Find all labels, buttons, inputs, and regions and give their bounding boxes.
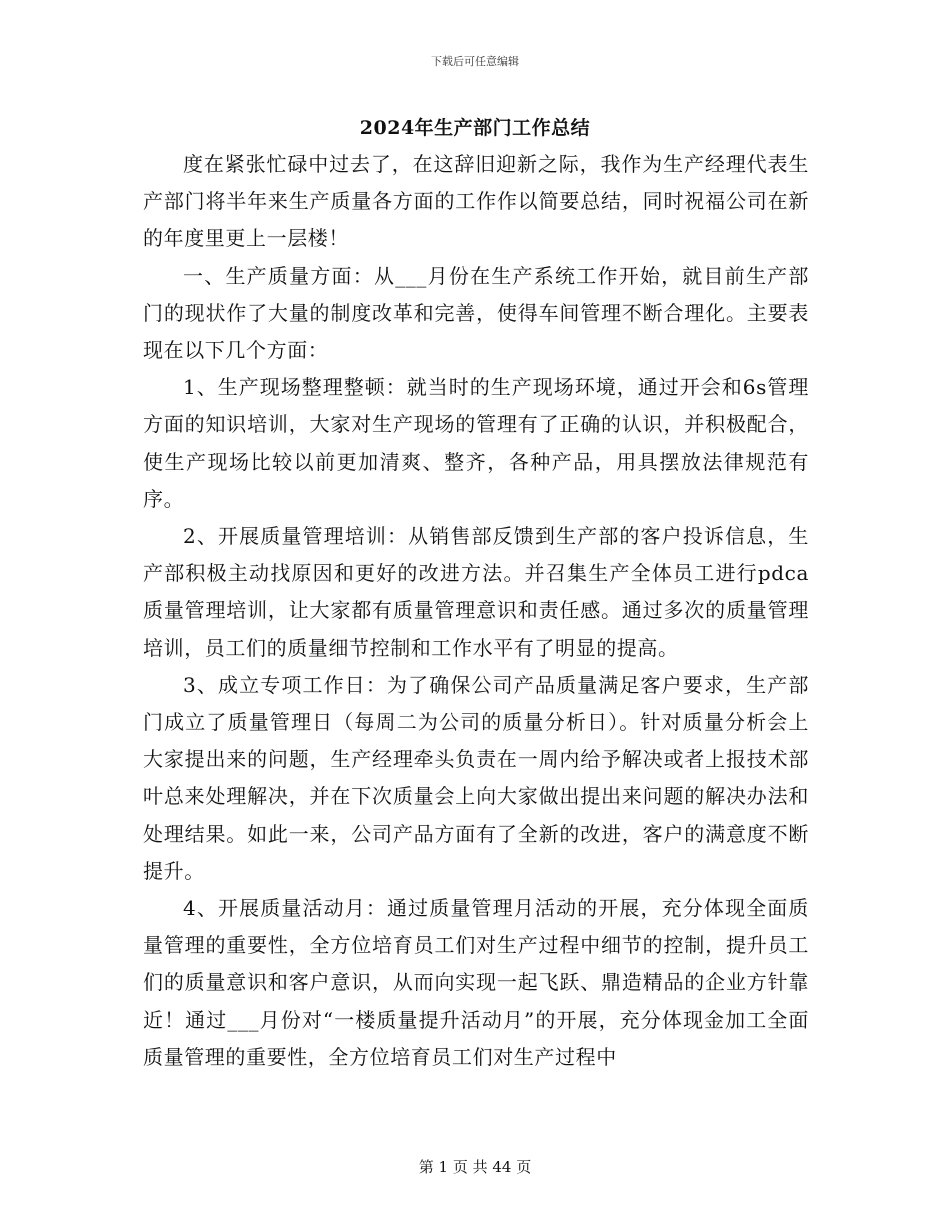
paragraph-item-1: 1、生产现场整理整顿：就当时的生产现场环境，通过开会和6s管理方面的知识培训，大家对生产现场的管理有了正确的认识，并积极配合，使生产现场比较以前更加清爽、整齐，各种产品，用具摆放法律规范有序。 [143,375,809,511]
paragraph-item-2: 2、开展质量管理培训：从销售部反馈到生产部的客户投诉信息，生产部积极主动找原因和更好的改进方法。并召集生产全体员工进行pdca质量管理培训，让大家都有质量管理意识和责任感。通过多次的质量管理培训，员工们的质量细节控制和工作水平有了明显的提高。 [143,524,809,660]
paragraph-intro: 度在紧张忙碌中过去了，在这辞旧迎新之际，我作为生产经理代表生产部门将半年来生产质量各方面的工作作以简要总结，同时祝福公司在新的年度里更上一层楼！ [143,152,809,251]
paragraph-item-4: 4、开展质量活动月：通过质量管理月活动的开展，充分体现全面质量管理的重要性，全方位培育员工们对生产过程中细节的控制，提升员工们的质量意识和客户意识，从而向实现一起飞跃、鼎造精品的企业方针靠近！通过___月份对“一楼质量提升活动月”的开展，充分体现金加工全面质量管理的重要性，全方位培育员工们对生产过程中 [143,896,809,1069]
document-body [143,146,809,1076]
page-number: 第 1 页 共 44 页 [418,1158,532,1176]
header-note: 下载后可任意编辑 [431,55,519,68]
document-title: 2024年生产部门工作总结 [359,117,591,139]
paragraph-item-3: 3、成立专项工作日：为了确保公司产品质量满足客户要求，生产部门成立了质量管理日（每周二为公司的质量分析日）。针对质量分析会上大家提出来的问题，生产经理牵头负责在一周内给予解决或者上报技术部叶总来处理解决，并在下次质量会上向大家做出提出来问题的解决办法和处理结果。如此一来，公司产品方面有了全新的改进，客户的满意度不断提升。 [143,672,809,883]
paragraph-section-1: 一、生产质量方面：从___月份在生产系统工作开始，就目前生产部门的现状作了大量的制度改革和完善，使得车间管理不断合理化。主要表现在以下几个方面： [143,263,809,363]
